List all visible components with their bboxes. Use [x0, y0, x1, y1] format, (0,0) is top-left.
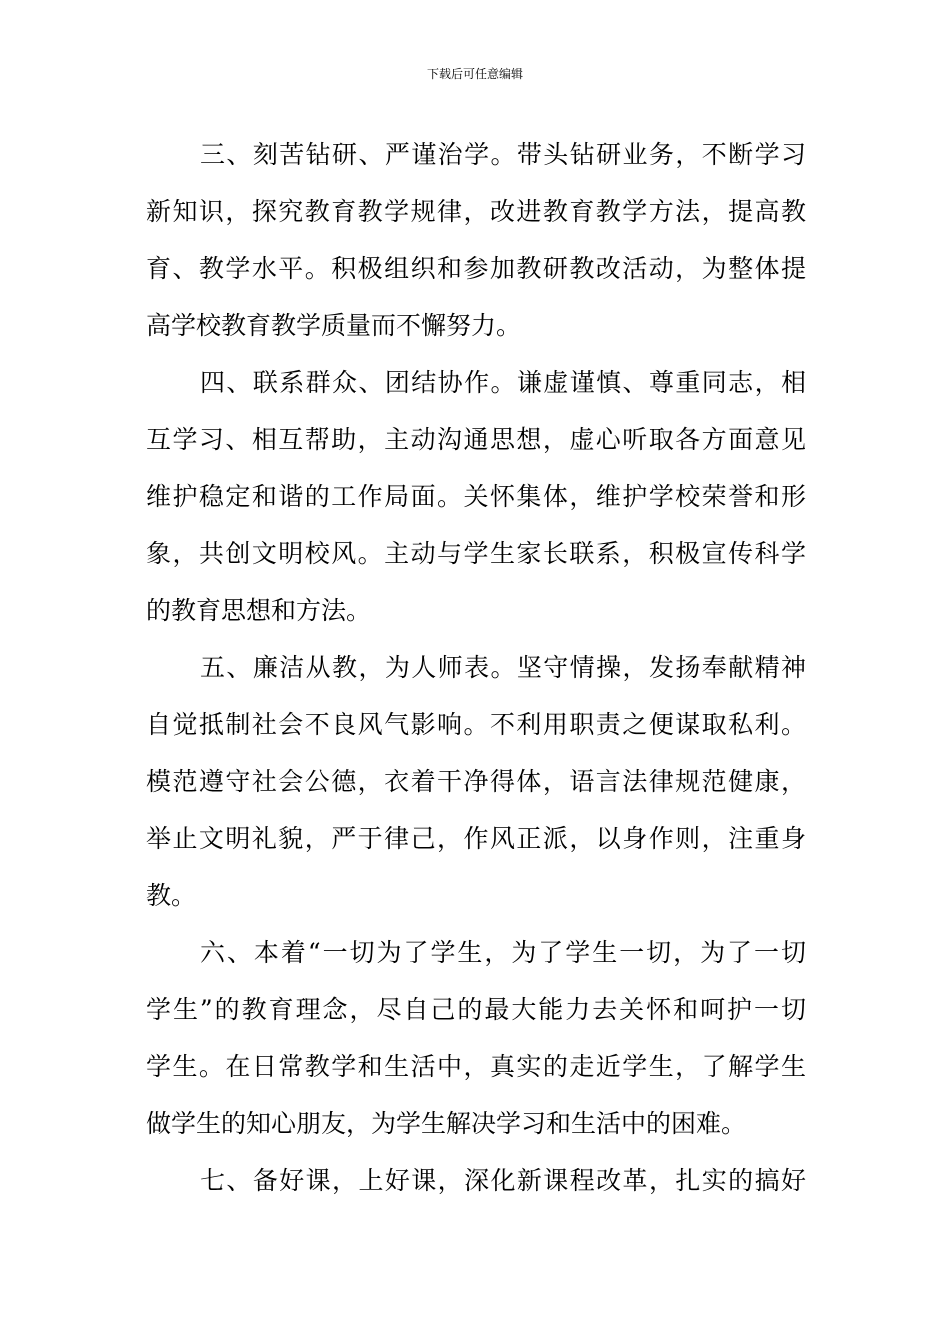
paragraph-line: 象，共创文明校风。主动与学生家长联系，积极宣传科学 [146, 539, 806, 568]
paragraph-line: 学生”的教育理念，尽自己的最大能力去关怀和呵护一切 [146, 995, 806, 1024]
paragraph-3 [146, 126, 806, 354]
paragraph-4 [146, 354, 806, 639]
paragraph-line: 做学生的知心朋友，为学生解决学习和生活中的困难。 [146, 1109, 747, 1138]
paragraph-line: 七、备好课，上好课，深化新课程改革，扎实的搞好 [200, 1166, 806, 1195]
paragraph-line: 五、廉洁从教，为人师表。坚守情操，发扬奉献精神 [200, 653, 806, 682]
paragraph-line: 举止文明礼貌，严于律己，作风正派，以身作则，注重身 [146, 824, 806, 853]
paragraph-5 [146, 639, 806, 924]
paragraph-line: 育、教学水平。积极组织和参加教研教改活动，为整体提 [146, 254, 806, 283]
paragraph-line: 的教育思想和方法。 [146, 596, 372, 625]
paragraph-line: 四、联系群众、团结协作。谦虚谨慎、尊重同志，相 [200, 368, 806, 397]
paragraph-line: 学生。在日常教学和生活中，真实的走近学生，了解学生 [146, 1052, 806, 1081]
paragraph-line: 六、本着“一切为了学生，为了学生一切，为了一切 [200, 938, 806, 967]
paragraph-6 [146, 924, 806, 1152]
paragraph-line: 三、刻苦钻研、严谨治学。带头钻研业务，不断学习 [200, 140, 806, 169]
page-header: 下载后可任意编辑 [426, 67, 523, 81]
paragraph-7 [146, 1152, 806, 1209]
paragraph-line: 新知识，探究教育教学规律，改进教育教学方法，提高教 [146, 197, 806, 226]
paragraph-line: 教。 [146, 881, 197, 910]
paragraph-line: 维护稳定和谐的工作局面。关怀集体，维护学校荣誉和形 [146, 482, 806, 511]
paragraph-line: 高学校教育教学质量而不懈努力。 [146, 311, 522, 340]
document-body [146, 126, 806, 1209]
paragraph-line: 自觉抵制社会不良风气影响。不利用职责之便谋取私利。 [146, 710, 806, 739]
paragraph-line: 互学习、相互帮助，主动沟通思想，虚心听取各方面意见 [146, 425, 806, 454]
paragraph-line: 模范遵守社会公德，衣着干净得体，语言法律规范健康， [146, 767, 806, 796]
